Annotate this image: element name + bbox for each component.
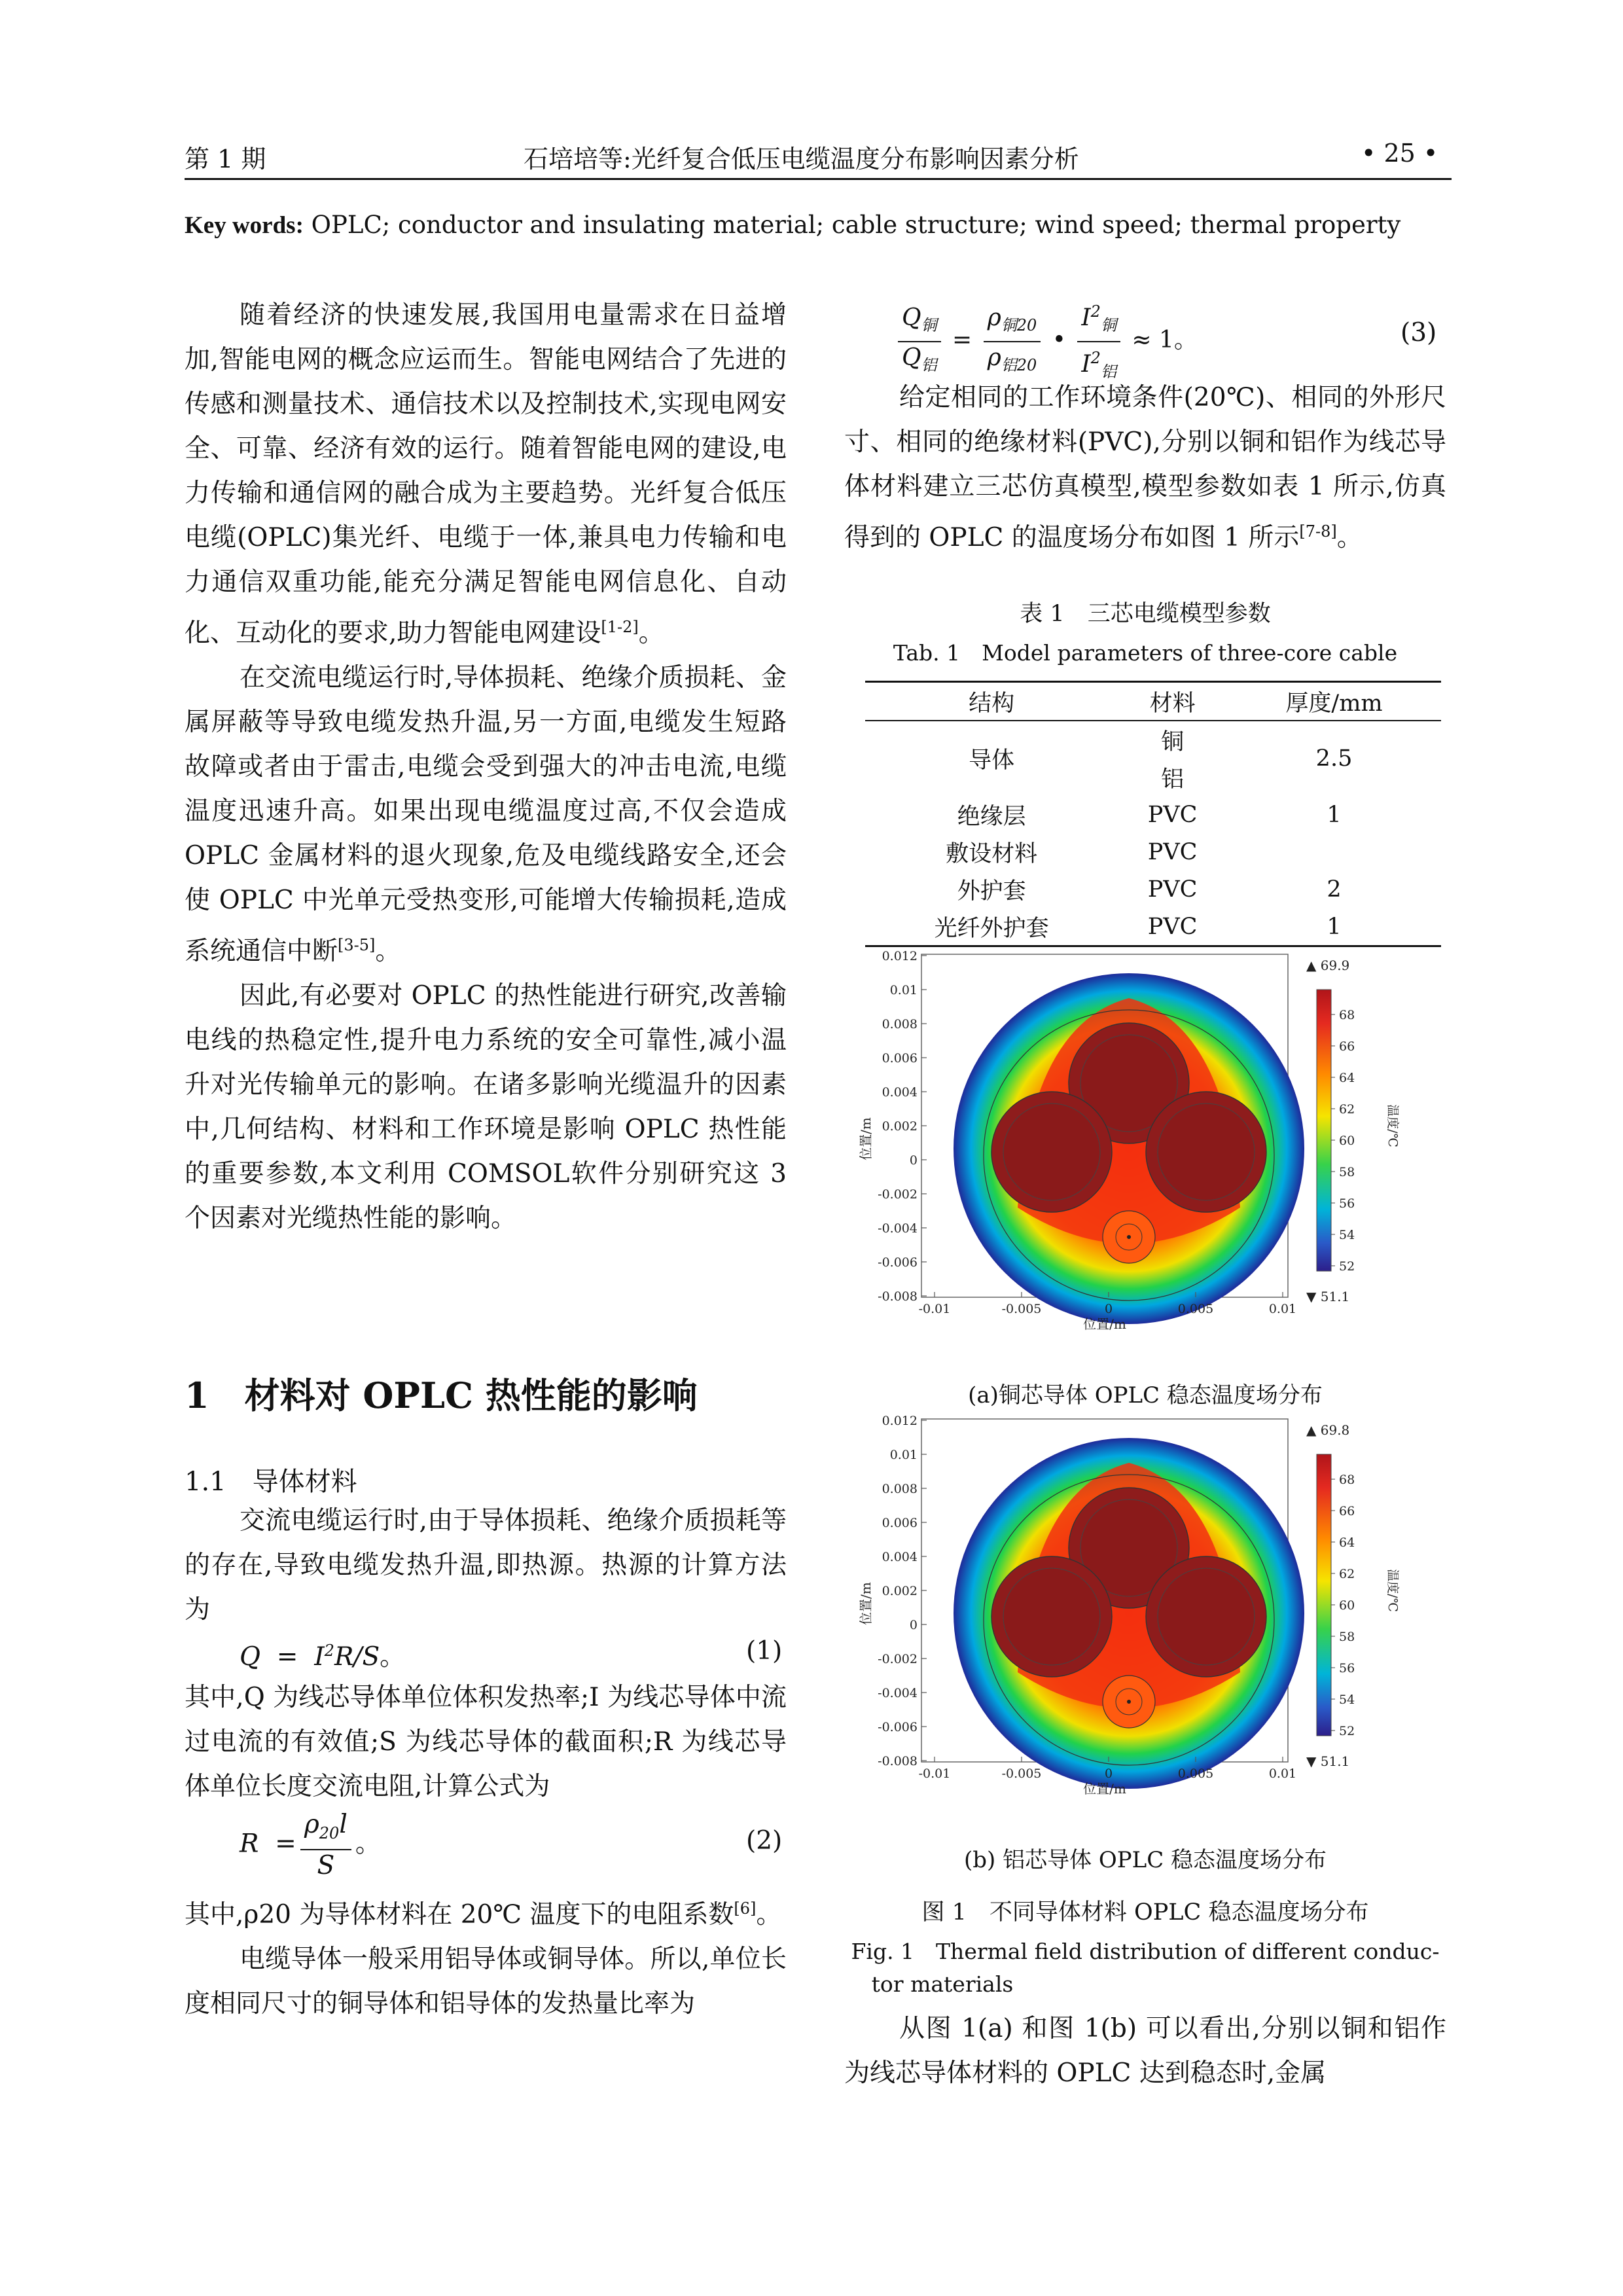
y-tick-label: -0.002 <box>878 1652 918 1666</box>
y-tick-label: 0.008 <box>882 1017 918 1031</box>
colorbar-tick-label: 56 <box>1339 1661 1355 1676</box>
y-tick-label: 0.006 <box>882 1516 918 1530</box>
section-heading-1: 1 材料对 OPLC 热性能的影响 <box>185 1374 698 1416</box>
colorbar-tick-label: 64 <box>1339 1535 1355 1550</box>
table-cell: PVC <box>1147 876 1198 903</box>
y-tick-label: -0.008 <box>878 1754 918 1768</box>
table-cell: 1 <box>1227 908 1441 946</box>
min-temperature-label: ▼ 51.1 <box>1306 1289 1350 1304</box>
header-rule <box>185 178 1452 180</box>
citation: [6] <box>734 1899 757 1918</box>
colorbar-label: 温度/℃ <box>1385 1569 1400 1612</box>
max-temperature-label: ▲ 69.8 <box>1306 1422 1350 1438</box>
conductor-core-inner <box>1158 1103 1255 1200</box>
keywords-line <box>185 211 1400 240</box>
paragraph-intro-3: 因此,有必要对 OPLC 的热性能进行研究,改善输电线的热稳定性,提升电力系统的安全可靠性,减小温升对光传输单元的影响。在诸多影响光缆温升的因素中,几何结构、材料和工作环境是影响 OPLC 热性能的重要参数,本文利用 COMSOL软件分别研究这 3 个因素对光缆热性能的影响。 <box>185 981 787 1233</box>
table-cell: 外护套 <box>957 878 1026 905</box>
right-column-para <box>844 376 1446 560</box>
x-tick-label: 0.005 <box>1177 1302 1214 1316</box>
colorbar-tick-label: 64 <box>1339 1071 1355 1085</box>
table-title-cn: 表 1 三芯电缆模型参数 <box>1020 601 1271 627</box>
table-row <box>865 870 1441 908</box>
y-tick-label: 0.012 <box>882 1414 918 1428</box>
table-cell: 绝缘层 <box>957 803 1026 830</box>
y-tick-label: -0.006 <box>878 1255 918 1270</box>
equation-1: $Q = I^2R/S$。 <box>240 1641 406 1672</box>
equation-1-number: (1) <box>746 1636 783 1666</box>
table-cell: 铜 <box>1161 728 1185 755</box>
table-row <box>865 833 1441 870</box>
figure-1-caption-en-2: tor materials <box>871 1971 1014 1997</box>
figure-1-caption-en-1: Fig. 1 Thermal field distribution of different conduc- <box>851 1939 1440 1964</box>
figure-copper-thermal-field <box>851 949 1420 1355</box>
x-tick-label: 0.01 <box>1268 1767 1297 1781</box>
table-row <box>865 796 1441 833</box>
table-cell <box>1227 833 1441 870</box>
table-row <box>865 721 1441 759</box>
colorbar-tick-label: 54 <box>1339 1228 1355 1242</box>
figure-a-caption: (a)铜芯导体 OPLC 稳态温度场分布 <box>968 1382 1323 1408</box>
y-tick-label: -0.004 <box>878 1686 918 1700</box>
colorbar-tick-label: 62 <box>1339 1102 1355 1117</box>
page-number: • 25 • <box>1361 139 1438 168</box>
left-column-part3 <box>185 1676 787 1809</box>
paragraph-resistivity: 其中,ρ20 为导体材料在 20℃ 温度下的电阻系数[6]。 <box>185 1899 782 1929</box>
figure-b-caption: (b) 铝芯导体 OPLC 稳态温度场分布 <box>963 1847 1327 1873</box>
table-cell: 光纤外护套 <box>865 908 1118 946</box>
y-tick-label: 0 <box>909 1618 918 1632</box>
paragraph-heat-source: 交流电缆运行时,由于导体损耗、绝缘介质损耗等的存在,导致电缆发热升温,即热源。热源的计算方法为 <box>185 1506 787 1624</box>
keywords-text: OPLC; conductor and insulating material; cable structure; wind speed; thermal property <box>311 211 1401 239</box>
paragraph-intro-2: 在交流电缆运行时,导体损耗、绝缘介质损耗、金属屏蔽等导致电缆发热升温,另一方面,电缆发生短路故障或者由于雷击,电缆会受到强大的冲击电流,电缆温度迅速升高。如果出现电缆温度过高,不仅会造成 OPLC 金属材料的退火现象,危及电缆线路安全,还会使 OPLC 中光单元受热变形,可能增大传输损耗,造成系统通信中断[3-5]。 <box>185 663 787 966</box>
subsection-heading-1-1: 1.1 导体材料 <box>185 1467 357 1497</box>
y-axis-label: 位置/m <box>858 1582 874 1625</box>
equation-3-number: (3) <box>1400 318 1437 348</box>
left-column <box>185 293 787 1241</box>
y-tick-label: 0.01 <box>889 983 918 997</box>
y-tick-label: -0.002 <box>878 1187 918 1202</box>
equation-3: $\frac{Q_铜}{Q_铝}$ = $\frac{\rho_{铜20}}{\rho_{铝20}}$ • $\frac{I^2_铜}{I^2_铝}$ ≈ 1。 <box>894 296 1198 387</box>
table-cell: PVC <box>1147 838 1198 865</box>
figure-1-caption-cn: 图 1 不同导体材料 OPLC 稳态温度场分布 <box>921 1899 1369 1926</box>
colorbar-tick-label: 62 <box>1339 1567 1355 1581</box>
citation: [3-5] <box>338 936 376 954</box>
y-tick-label: -0.006 <box>878 1720 918 1734</box>
x-axis-label: 位置/m <box>1083 1316 1126 1332</box>
table-row <box>865 908 1441 946</box>
optical-fiber <box>1127 1235 1131 1239</box>
colorbar-tick-label: 66 <box>1339 1039 1355 1054</box>
citation: [7-8] <box>1299 522 1337 541</box>
keywords-label: Key words: <box>185 212 304 239</box>
colorbar-tick-label: 56 <box>1339 1196 1355 1211</box>
colorbar-tick-label: 66 <box>1339 1504 1355 1518</box>
issue-number: 第 1 期 <box>185 145 266 173</box>
colorbar-label: 温度/℃ <box>1385 1104 1400 1147</box>
colorbar <box>1317 990 1331 1271</box>
y-tick-label: -0.008 <box>878 1289 918 1304</box>
equation-2: R = $\frac{\rho_{20}l}{S}$ 。 <box>240 1810 381 1880</box>
y-tick-label: 0.004 <box>882 1550 918 1564</box>
x-tick-label: 0 <box>1104 1767 1113 1781</box>
y-tick-label: -0.004 <box>878 1221 918 1236</box>
model-parameters-table <box>865 681 1441 947</box>
colorbar-tick-label: 68 <box>1339 1008 1355 1022</box>
conductor-core-inner <box>1003 1103 1100 1200</box>
x-tick-label: 0.01 <box>1268 1302 1297 1316</box>
conductor-core-inner <box>1003 1568 1100 1665</box>
table-header-cell: 结构 <box>865 682 1118 721</box>
table-title-en: Tab. 1 Model parameters of three-core cable <box>893 640 1398 666</box>
max-temperature-label: ▲ 69.9 <box>1306 958 1350 973</box>
x-tick-label: -0.01 <box>918 1302 951 1316</box>
colorbar-tick-label: 60 <box>1339 1598 1355 1613</box>
table-cell: 铝 <box>1161 766 1185 793</box>
y-tick-label: 0.01 <box>889 1448 918 1462</box>
figure-aluminum-thermal-field <box>851 1414 1420 1820</box>
table-cell: 2 <box>1327 876 1342 903</box>
y-tick-label: 0 <box>909 1153 918 1168</box>
x-tick-label: -0.005 <box>1001 1767 1042 1781</box>
equation-2-number: (2) <box>746 1826 783 1856</box>
paragraph-results: 从图 1(a) 和图 1(b) 可以看出,分别以铜和铝作为线芯导体材料的 OPLC 达到稳态时,金属 <box>844 2014 1446 2088</box>
y-tick-label: 0.002 <box>882 1584 918 1598</box>
optical-fiber <box>1127 1700 1131 1704</box>
table-cell: PVC <box>1118 908 1227 946</box>
paragraph-symbols: 其中,Q 为线芯导体单位体积发热率;I 为线芯导体中流过电流的有效值;S 为线芯导体的截面积;R 为线芯导体单位长度交流电阻,计算公式为 <box>185 1683 787 1801</box>
conductor-core-inner <box>1158 1568 1255 1665</box>
table-header-cell: 厚度/mm <box>1227 682 1441 721</box>
table-cell: PVC <box>1147 801 1198 828</box>
colorbar-tick-label: 52 <box>1339 1724 1355 1738</box>
left-column-part2 <box>185 1499 787 1632</box>
paragraph-model: 给定相同的工作环境条件(20℃)、相同的外形尺寸、相同的绝缘材料(PVC),分别以铜和铝作为线芯导体材料建立三芯仿真模型,模型参数如表 1 所示,仿真得到的 OPLC 的温度场分布如图 1 所示[7-8]。 <box>844 383 1446 552</box>
citation: [1-2] <box>601 618 639 636</box>
y-axis-label: 位置/m <box>858 1117 874 1160</box>
colorbar-tick-label: 54 <box>1339 1693 1355 1707</box>
table-header-cell: 材料 <box>1118 682 1227 721</box>
paragraph-intro-1: 随着经济的快速发展,我国用电量需求在日益增加,智能电网的概念应运而生。智能电网结合了先进的传感和测量技术、通信技术以及控制技术,实现电网安全、可靠、经济有效的运行。随着智能电网的建设,电力传输和通信网的融合成为主要趋势。光纤复合低压电缆(OPLC)集光纤、电缆于一体,兼具电力传输和电力通信双重功能,能充分满足智能电网信息化、自动化、互动化的要求,助力智能电网建设[1-2]。 <box>185 300 787 648</box>
x-tick-label: 0 <box>1104 1302 1113 1316</box>
x-tick-label: 0.005 <box>1177 1767 1214 1781</box>
min-temperature-label: ▼ 51.1 <box>1306 1753 1350 1769</box>
colorbar-tick-label: 58 <box>1339 1630 1355 1644</box>
y-tick-label: 0.006 <box>882 1051 918 1066</box>
table-cell: 敷设材料 <box>946 840 1038 867</box>
x-tick-label: -0.01 <box>918 1767 951 1781</box>
y-tick-label: 0.002 <box>882 1119 918 1134</box>
paragraph-conductor-ratio: 电缆导体一般采用铝导体或铜导体。所以,单位长度相同尺寸的铜导体和铝导体的发热量比率为 <box>185 1945 787 2018</box>
colorbar-tick-label: 58 <box>1339 1165 1355 1179</box>
right-column-tail <box>844 2007 1446 2096</box>
table-cell: 1 <box>1327 801 1342 828</box>
x-axis-label: 位置/m <box>1083 1781 1126 1797</box>
left-column-part4 <box>185 1886 787 2026</box>
running-title: 石培培等:光纤复合低压电缆温度分布影响因素分析 <box>524 145 1079 173</box>
y-tick-label: 0.008 <box>882 1482 918 1496</box>
table-cell: 2.5 <box>1315 745 1353 772</box>
colorbar <box>1317 1454 1331 1736</box>
y-tick-label: 0.012 <box>882 949 918 963</box>
colorbar-tick-label: 52 <box>1339 1259 1355 1274</box>
x-tick-label: -0.005 <box>1001 1302 1042 1316</box>
table-cell: 导体 <box>969 747 1015 774</box>
colorbar-tick-label: 60 <box>1339 1134 1355 1148</box>
table-header-row <box>865 682 1441 721</box>
y-tick-label: 0.004 <box>882 1085 918 1100</box>
colorbar-tick-label: 68 <box>1339 1473 1355 1487</box>
